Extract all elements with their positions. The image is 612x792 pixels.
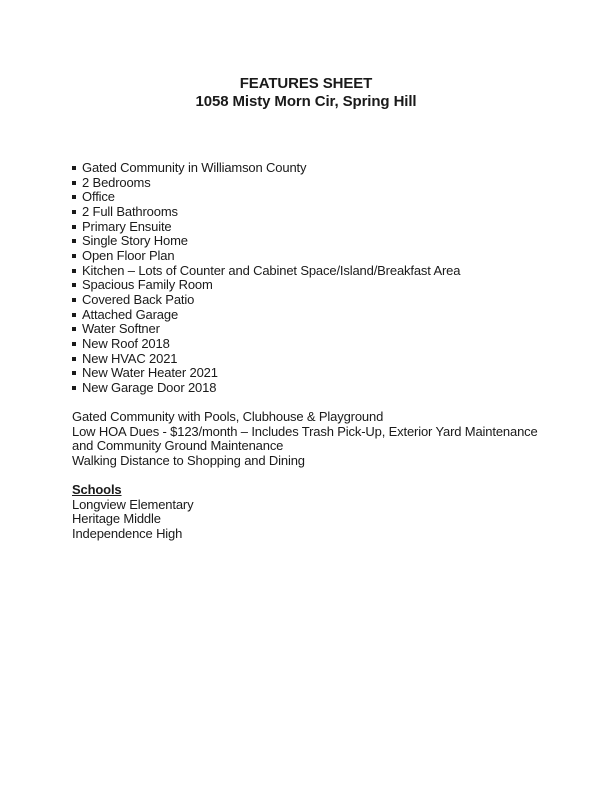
- feature-item-label: Attached Garage: [82, 306, 179, 322]
- feature-item-label: New HVAC 2021: [82, 350, 178, 366]
- square-bullet-icon: [72, 225, 76, 229]
- feature-item-label: New Water Heater 2021: [82, 365, 218, 381]
- school-item: Independence High: [72, 525, 183, 541]
- square-bullet-icon: [72, 313, 76, 317]
- feature-item: [72, 308, 546, 323]
- feature-item-label: Office: [82, 189, 115, 205]
- square-bullet-icon: [72, 327, 76, 331]
- feature-item-label: Spacious Family Room: [82, 277, 213, 293]
- feature-item-label: 2 Full Bathrooms: [82, 203, 178, 219]
- school-item: Heritage Middle: [72, 511, 161, 527]
- feature-item-label: Covered Back Patio: [82, 291, 195, 307]
- community-line: Gated Community with Pools, Clubhouse & Playground: [72, 409, 384, 424]
- square-bullet-icon: [72, 269, 76, 273]
- feature-item: [72, 352, 546, 367]
- schools-section: [72, 483, 546, 542]
- feature-item-label: Water Softner: [82, 321, 160, 337]
- square-bullet-icon: [72, 254, 76, 258]
- square-bullet-icon: [72, 386, 76, 390]
- feature-item: [72, 264, 546, 279]
- feature-item-label: 2 Bedrooms: [82, 174, 151, 190]
- community-info: [72, 410, 546, 469]
- feature-item: [72, 278, 546, 293]
- document-header: [0, 75, 612, 111]
- square-bullet-icon: [72, 371, 76, 375]
- feature-item: [72, 176, 546, 191]
- feature-item-label: Open Floor Plan: [82, 247, 175, 263]
- feature-item-label: Primary Ensuite: [82, 218, 172, 234]
- feature-item-label: Kitchen – Lots of Counter and Cabinet Space/Island/Breakfast Area: [82, 262, 461, 278]
- feature-item: [72, 234, 546, 249]
- community-line: Low HOA Dues - $123/month – Includes Trash Pick-Up, Exterior Yard Maintenance and Community Ground Maintenance: [72, 423, 538, 454]
- feature-item: [72, 190, 546, 205]
- feature-item: [72, 293, 546, 308]
- document-subtitle: 1058 Misty Morn Cir, Spring Hill: [195, 93, 417, 110]
- feature-item-label: Gated Community in Williamson County: [82, 160, 307, 175]
- square-bullet-icon: [72, 210, 76, 214]
- square-bullet-icon: [72, 195, 76, 199]
- school-item: Longview Elementary: [72, 496, 194, 512]
- square-bullet-icon: [72, 166, 76, 170]
- square-bullet-icon: [72, 283, 76, 287]
- feature-item: [72, 381, 546, 396]
- feature-item: [72, 322, 546, 337]
- feature-item: [72, 220, 546, 235]
- features-list: [72, 161, 546, 396]
- square-bullet-icon: [72, 357, 76, 361]
- square-bullet-icon: [72, 181, 76, 185]
- feature-item: [72, 205, 546, 220]
- feature-item: [72, 161, 546, 176]
- schools-heading: Schools: [72, 482, 122, 497]
- square-bullet-icon: [72, 342, 76, 346]
- square-bullet-icon: [72, 298, 76, 302]
- feature-item: [72, 366, 546, 381]
- feature-item: [72, 337, 546, 352]
- square-bullet-icon: [72, 239, 76, 243]
- feature-item-label: Single Story Home: [82, 233, 188, 249]
- feature-item-label: New Roof 2018: [82, 335, 170, 351]
- feature-item: [72, 249, 546, 264]
- community-line: Walking Distance to Shopping and Dining: [72, 452, 305, 468]
- document-title: FEATURES SHEET: [239, 75, 373, 92]
- feature-item-label: New Garage Door 2018: [82, 379, 217, 395]
